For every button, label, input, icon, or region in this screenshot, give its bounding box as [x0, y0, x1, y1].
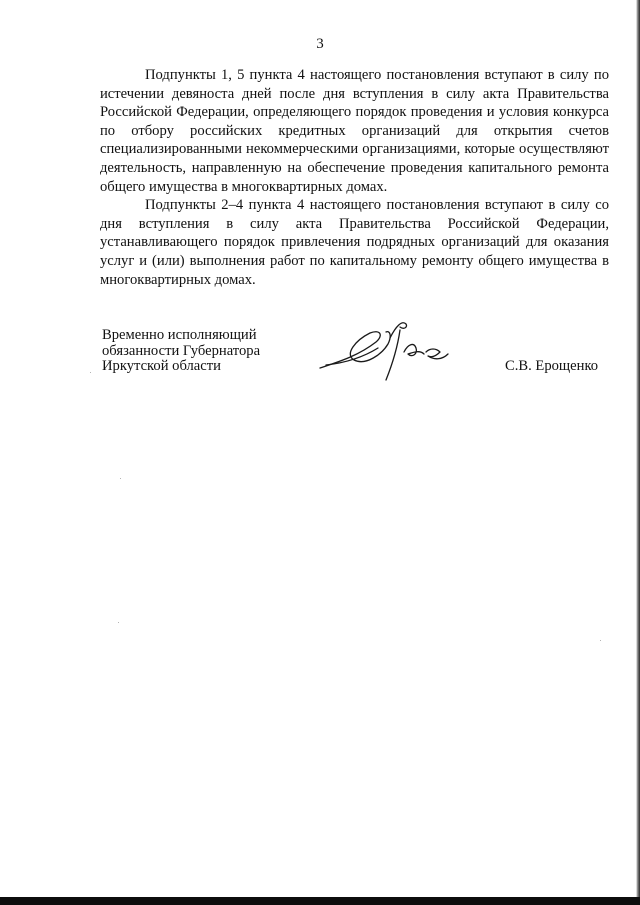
- signatory-position: [102, 328, 260, 375]
- scan-edge-bottom: [0, 897, 640, 905]
- handwritten-signature: [318, 318, 453, 382]
- page-number: 3: [316, 36, 324, 52]
- signatory-position-line: Временно исполняющий: [102, 327, 257, 343]
- signatory-position-line: Иркутской области: [102, 358, 221, 374]
- scan-edge-right: [636, 0, 640, 905]
- scan-speck: [600, 640, 601, 641]
- signatory-position-line: обязанности Губернатора: [102, 342, 261, 359]
- signatory-name: С.В. Ерощенко: [505, 358, 599, 374]
- scan-speck: [118, 622, 119, 623]
- scan-speck: [120, 478, 121, 479]
- scan-speck: [90, 372, 91, 373]
- paragraph-effective-date-subpoints-1-5: Подпункты 1, 5 пункта 4 настоящего постановления вступают в силу по истечении девяноста дней после дня вступления в силу акта Правительства Российской Федерации, определяющего порядок проведения и условия конкурса по отбору российских кредитных организаций для открытия счетов специализированными некоммерческими организациями, которые осуществляют деятельность, направленную на обеспечение проведения капитального ремонта общего имущества в многоквартирных домах.: [100, 67, 609, 195]
- paragraph-effective-date-subpoints-2-4: Подпункты 2–4 пункта 4 настоящего постановления вступают в силу со дня вступления в силу акта Правительства Российской Федерации, устанавливающего порядок привлечения подрядных организаций для оказания услуг и (или) выполнения работ по капитальному ремонту общего имущества в многоквартирных домах.: [100, 197, 609, 288]
- document-body: [100, 66, 609, 289]
